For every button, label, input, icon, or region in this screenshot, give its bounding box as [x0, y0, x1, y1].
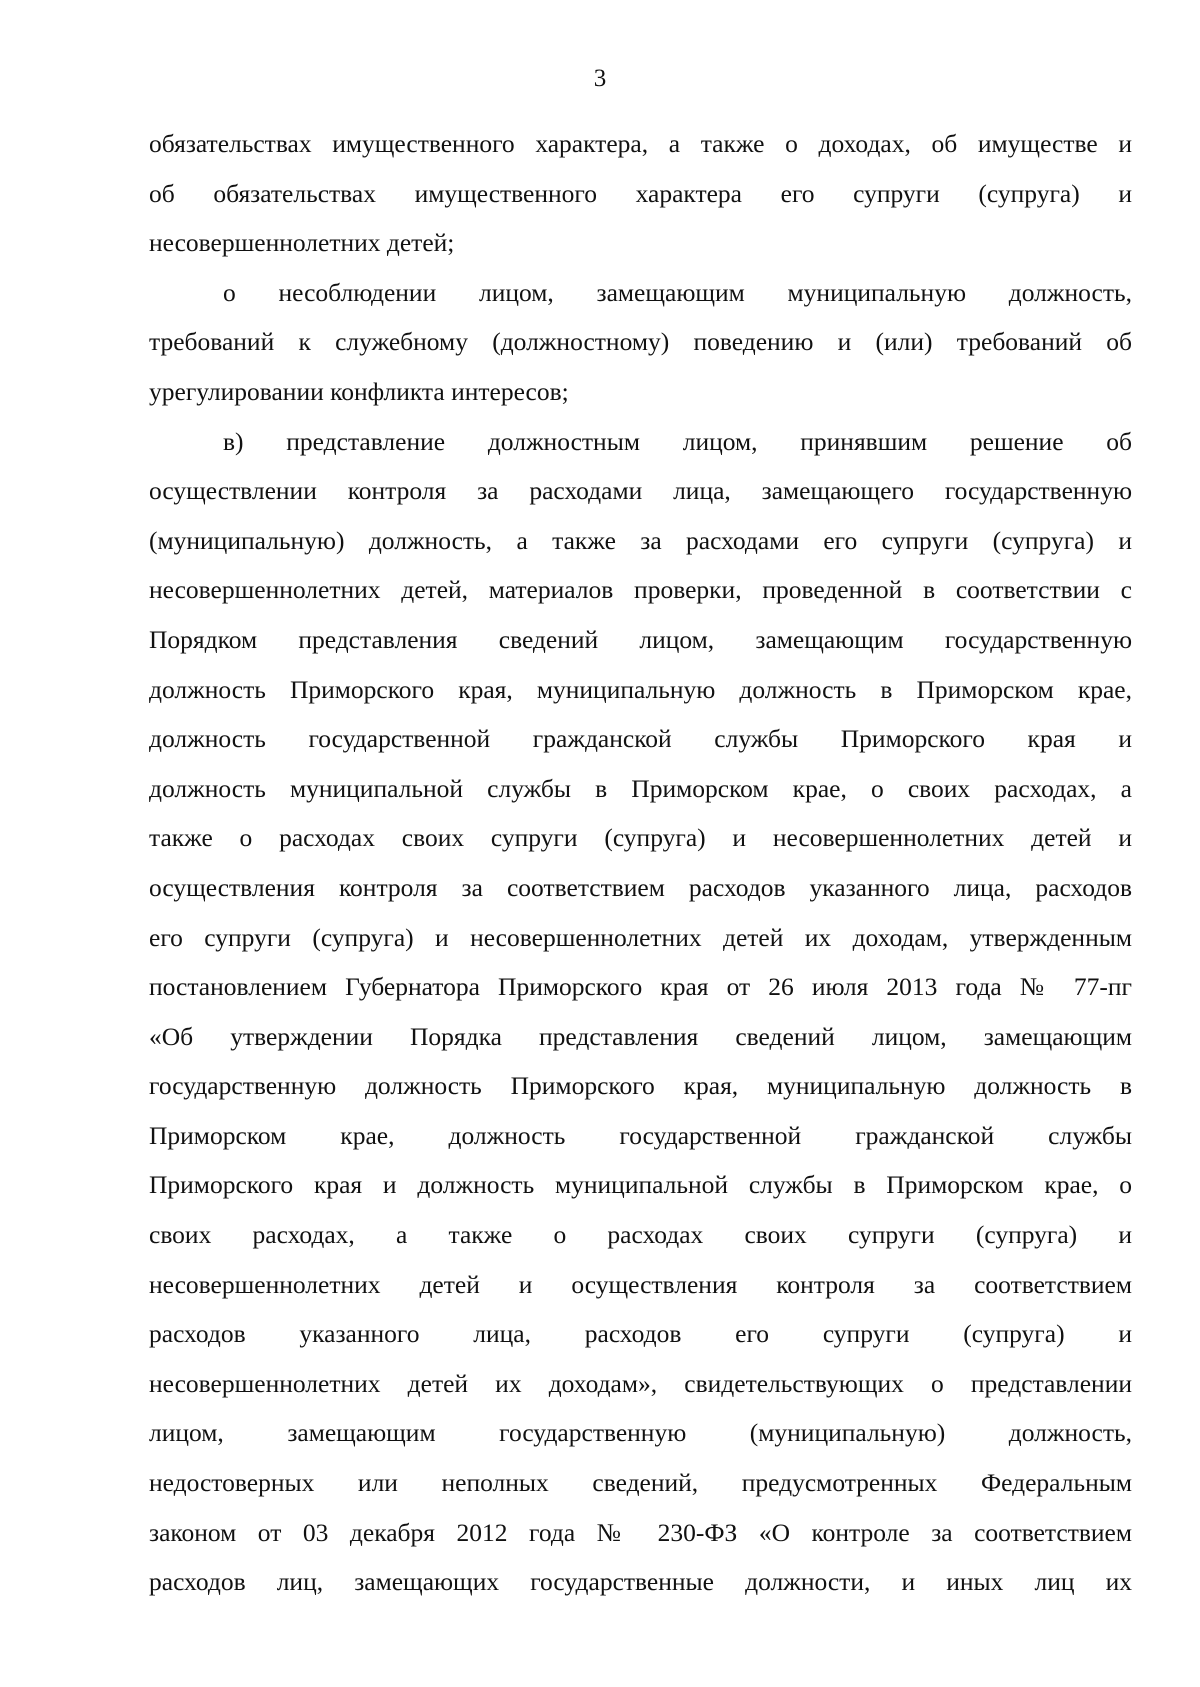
text-line-17: его супруги (супруга) и несовершеннолетних детей их доходам, утвержденным	[149, 922, 1132, 952]
text-line-29: законом от 03 декабря 2012 года № 230-ФЗ «О контроле за соответствием	[149, 1517, 1132, 1547]
text-line-24: несовершеннолетних детей и осуществления контроля за соответствием	[149, 1269, 1132, 1299]
text-line-7: в) представление должностным лицом, принявшим решение об	[223, 426, 1132, 456]
text-line-3: несовершеннолетних детей;	[149, 228, 455, 258]
text-line-22: Приморского края и должность муниципальной службы в Приморском крае, о	[149, 1170, 1132, 1200]
text-line-2: об обязательствах имущественного характера его супруги (супруга) и	[149, 178, 1132, 208]
text-line-8: осуществлении контроля за расходами лица, замещающего государственную	[149, 476, 1132, 506]
text-line-13: должность государственной гражданской службы Приморского края и	[149, 724, 1132, 754]
text-line-30: расходов лиц, замещающих государственные должности, и иных лиц их	[149, 1567, 1132, 1597]
text-line-11: Порядком представления сведений лицом, замещающим государственную	[149, 624, 1132, 654]
text-line-23: своих расходах, а также о расходах своих супруги (супруга) и	[149, 1220, 1132, 1250]
text-line-28: недостоверных или неполных сведений, предусмотренных Федеральным	[149, 1468, 1132, 1498]
text-line-1: обязательствах имущественного характера, а также о доходах, об имуществе и	[149, 129, 1132, 158]
text-line-26: несовершеннолетних детей их доходам», свидетельствующих о представлении	[149, 1368, 1132, 1398]
text-line-25: расходов указанного лица, расходов его супруги (супруга) и	[149, 1319, 1132, 1349]
text-line-20: государственную должность Приморского края, муниципальную должность в	[149, 1071, 1132, 1101]
text-line-9: (муниципальную) должность, а также за расходами его супруги (супруга) и	[149, 525, 1132, 555]
text-line-16: осуществления контроля за соответствием расходов указанного лица, расходов	[149, 872, 1132, 902]
text-line-19: «Об утверждении Порядка представления сведений лицом, замещающим	[149, 1021, 1132, 1051]
text-line-10: несовершеннолетних детей, материалов проверки, проведенной в соответствии с	[149, 575, 1132, 605]
text-line-6: урегулировании конфликта интересов;	[149, 376, 569, 406]
document-body	[149, 119, 1132, 1607]
text-line-18: постановлением Губернатора Приморского края от 26 июля 2013 года № 77-пг	[149, 972, 1132, 1002]
text-line-5: требований к служебному (должностному) поведению и (или) требований об	[149, 327, 1132, 357]
page-number: 3	[593, 65, 607, 92]
text-line-12: должность Приморского края, муниципальную должность в Приморском крае,	[149, 674, 1132, 704]
text-line-15: также о расходах своих супруги (супруга) и несовершеннолетних детей и	[149, 823, 1132, 853]
text-line-21: Приморском крае, должность государственной гражданской службы	[149, 1120, 1132, 1150]
text-line-4: о несоблюдении лицом, замещающим муниципальную должность,	[223, 277, 1132, 307]
text-line-27: лицом, замещающим государственную (муниципальную) должность,	[149, 1418, 1132, 1448]
text-line-14: должность муниципальной службы в Приморском крае, о своих расходах, а	[149, 773, 1132, 803]
